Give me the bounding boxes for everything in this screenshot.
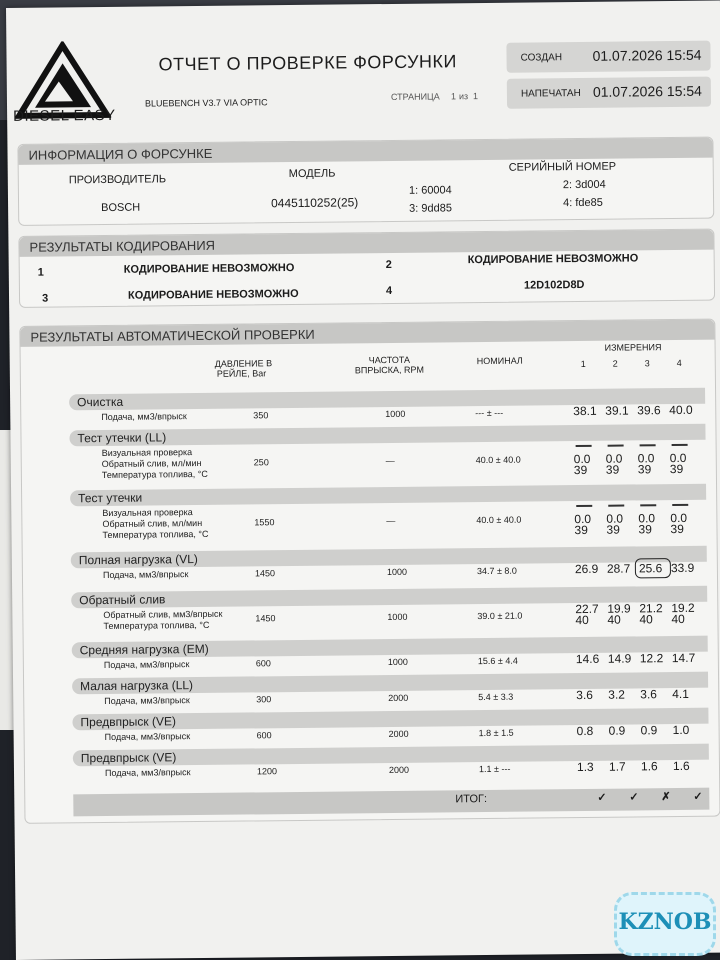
measurement-value: 26.9 [574, 561, 599, 577]
coding-value-3: КОДИРОВАНИЕ НЕВОЗМОЖНО [127, 287, 299, 302]
group-pressure: 300 [256, 694, 272, 705]
serial-1: 1: 60004 [408, 184, 452, 197]
group-nominal: 1.1 ± --- [478, 763, 511, 775]
measurement-value: 14.9 [607, 651, 632, 666]
measurement-value: 1.6 [640, 759, 658, 774]
created-label: СОЗДАН [520, 52, 563, 64]
measurement-value: 39.1 [605, 403, 629, 418]
group-name: Тест утечки (LL) [77, 430, 167, 446]
measure-num-3: 3 [644, 358, 650, 369]
measurement-value: 39 [574, 522, 588, 538]
measurement-value: 40 [671, 611, 685, 627]
param-label: Визуальная проверка [102, 507, 193, 519]
group-band [70, 484, 706, 507]
total-mark-2: ✓ [629, 791, 639, 804]
visual-check-dash [576, 445, 592, 447]
report-sheet [6, 1, 720, 960]
param-label: Температура топлива, °C [101, 468, 208, 481]
measurement-value: 22.7 [575, 601, 599, 617]
measurement-value: 0.0 [605, 451, 623, 466]
manufacturer-value: BOSCH [101, 201, 141, 215]
measurement-value: 38.1 [573, 403, 597, 419]
measurement-value: 14.7 [671, 650, 696, 666]
group-pressure: 1550 [254, 517, 275, 528]
param-label: Подача, мм3/впрыск [104, 731, 191, 743]
watermark-text: KZNOB [618, 909, 712, 935]
group-nominal: --- ± --- [475, 407, 504, 419]
report-title: ОТЧЕТ О ПРОВЕРКЕ ФОРСУНКИ [158, 51, 457, 75]
param-label: Визуальная проверка [101, 447, 193, 459]
measurement-value: 40.0 [669, 402, 693, 418]
visual-check-dash [672, 504, 688, 506]
coding-num-3: 3 [41, 292, 49, 305]
measurement-value: 25.6 [638, 561, 663, 576]
group-nominal: 5.4 ± 3.3 [478, 691, 514, 703]
total-band [73, 788, 709, 817]
col-pressure-line2: РЕЙЛЕ, Bar [216, 368, 267, 379]
measurement-value: 39 [606, 522, 620, 537]
visual-check-dash [608, 445, 624, 447]
param-label: Обратный слив, мм3/впрыск [103, 608, 223, 621]
col-measurements: ИЗМЕРЕНИЯ [604, 342, 662, 353]
measurement-value: 39 [573, 462, 588, 478]
measurement-value: 0.8 [576, 723, 594, 739]
coding-num-1: 1 [37, 266, 44, 279]
measurement-value: 4.1 [672, 686, 689, 702]
measurement-value: 39 [670, 521, 684, 537]
coding-section [18, 229, 715, 308]
group-name: Обратный слив [79, 592, 166, 608]
printed-box [507, 77, 711, 109]
measurement-value: 39.6 [637, 403, 661, 418]
col-pressure-line1: ДАВЛЕНИЕ В [214, 358, 273, 369]
measurement-value: 40 [639, 612, 653, 627]
measure-num-2: 2 [612, 358, 618, 369]
group-pressure: 1200 [256, 766, 278, 777]
page-number: 1 [450, 91, 457, 102]
measurement-value: 3.2 [608, 687, 625, 702]
group-freq: 1000 [387, 611, 408, 623]
param-label: Подача, мм3/впрыск [104, 767, 191, 779]
measurement-value: 1.0 [672, 722, 690, 738]
measurement-value: 0.9 [640, 723, 658, 738]
watermark-badge [614, 892, 716, 956]
param-label: Обратный слив, мл/мин [102, 517, 203, 530]
measurement-value: 40 [607, 612, 621, 627]
printed-label: НАПЕЧАТАН [520, 87, 581, 100]
measurement-value: 0.0 [670, 510, 688, 526]
measurement-value: 39 [669, 461, 684, 477]
group-pressure: 600 [255, 658, 271, 669]
model-value: 0445110252(25) [270, 195, 359, 211]
measurement-value: 0.0 [638, 511, 656, 526]
col-nominal: НОМИНАЛ [476, 355, 523, 367]
measurement-value: 14.6 [575, 651, 600, 667]
visual-check-dash [608, 505, 624, 507]
measurement-value: 3.6 [576, 687, 593, 703]
col-freq-line2: ВПРЫСКА, RPM [354, 364, 425, 376]
group-name: Предвпрыск (VE) [80, 714, 177, 730]
highlight-circle [635, 558, 671, 578]
group-freq: 2000 [388, 728, 409, 740]
measurement-value: 0.9 [608, 723, 626, 738]
measurement-value: 33.9 [670, 560, 695, 576]
page-separator: из [458, 91, 469, 102]
model-label: МОДЕЛЬ [288, 167, 336, 181]
total-mark-1: ✓ [597, 791, 607, 804]
serial-label: СЕРИЙНЫЙ НОМЕР [508, 160, 617, 174]
group-pressure: 1450 [254, 568, 276, 579]
coding-num-2: 2 [385, 258, 392, 272]
coding-value-2: КОДИРОВАНИЕ НЕВОЗМОЖНО [467, 252, 639, 267]
measurement-value: 0.0 [573, 451, 591, 467]
page-label: СТРАНИЦА [390, 91, 440, 102]
param-label: Обратный слив, мл/мин [101, 457, 202, 470]
measurement-value: 39 [637, 462, 652, 477]
created-box [506, 41, 710, 73]
software-version: BLUEBENCH V3.7 VIA OPTIC [144, 97, 268, 109]
measurement-value: 1.6 [672, 758, 690, 774]
measurement-value: 0.0 [606, 511, 624, 526]
injector-info-section [17, 137, 714, 226]
measurement-value: 12.2 [639, 651, 664, 666]
serial-2: 2: 3d004 [562, 178, 606, 192]
group-freq: — [386, 515, 396, 527]
group-pressure: 1450 [255, 613, 276, 624]
serial-3: 3: 9dd85 [409, 202, 453, 215]
auto-test-section [19, 319, 720, 824]
group-freq: 1000 [386, 566, 408, 578]
visual-check-dash [640, 444, 656, 446]
group-pressure: 250 [253, 457, 269, 468]
auto-test-title: РЕЗУЛЬТАТЫ АВТОМАТИЧЕСКОЙ ПРОВЕРКИ [30, 326, 315, 345]
measurement-value: 19.2 [671, 600, 695, 616]
total-mark-4: ✓ [693, 790, 703, 803]
measure-num-1: 1 [580, 358, 586, 370]
param-label: Подача, мм3/впрыск [101, 411, 187, 423]
measurement-value: 19.9 [607, 601, 631, 616]
measurement-value: 28.7 [606, 561, 631, 576]
measure-num-4: 4 [676, 357, 682, 368]
coding-value-1: КОДИРОВАНИЕ НЕВОЗМОЖНО [123, 261, 295, 276]
serial-4: 4: fde85 [563, 196, 603, 210]
measurement-value: 39 [605, 462, 620, 477]
coding-value-4: 12D102D8D [523, 278, 585, 292]
created-value: 01.07.2026 15:54 [592, 46, 702, 64]
measurement-value: 0.0 [669, 450, 687, 466]
group-name: Тест утечки [78, 490, 143, 506]
measurement-value: 40 [575, 612, 589, 628]
group-freq: 1000 [385, 408, 406, 420]
group-freq: — [385, 455, 395, 467]
col-freq-line1: ЧАСТОТА [368, 354, 411, 366]
page-total: 1 [472, 91, 479, 102]
param-label: Температура топлива, °C [102, 528, 209, 541]
total-label: ИТОГ: [455, 793, 488, 806]
group-nominal: 1.8 ± 1.5 [478, 727, 514, 739]
coding-num-4: 4 [385, 284, 393, 298]
visual-check-dash [672, 444, 688, 446]
printed-value: 01.07.2026 15:54 [592, 82, 702, 100]
group-name: Очистка [77, 394, 124, 410]
param-label: Подача, мм3/впрыск [104, 695, 190, 707]
measurement-value: 1.3 [576, 759, 594, 775]
group-nominal: 34.7 ± 8.0 [476, 565, 517, 577]
injector-info-title: ИНФОРМАЦИЯ О ФОРСУНКЕ [28, 145, 213, 163]
group-pressure: 350 [253, 410, 269, 421]
group-nominal: 40.0 ± 40.0 [475, 454, 521, 466]
group-nominal: 15.6 ± 4.4 [477, 655, 518, 667]
visual-check-dash [576, 505, 592, 507]
group-nominal: 39.0 ± 21.0 [477, 610, 523, 622]
param-label: Температура топлива, °C [103, 619, 210, 632]
group-nominal: 40.0 ± 40.0 [476, 514, 522, 526]
manufacturer-label: ПРОИЗВОДИТЕЛЬ [68, 173, 167, 187]
measurement-value: 1.7 [608, 759, 626, 774]
group-name: Полная нагрузка (VL) [78, 552, 198, 568]
measurement-value: 0.0 [574, 511, 592, 527]
brand-name: DIESEL EASY [13, 106, 116, 125]
measurement-value: 39 [638, 522, 652, 537]
group-pressure: 600 [256, 730, 272, 741]
group-freq: 2000 [388, 692, 409, 704]
group-name: Малая нагрузка (LL) [80, 678, 194, 694]
measurement-value: 0.0 [637, 451, 655, 466]
measurement-value: 21.2 [639, 601, 663, 616]
param-label: Подача, мм3/впрыск [103, 659, 190, 671]
measurement-value: 3.6 [640, 687, 657, 702]
param-label: Подача, мм3/впрыск [102, 569, 189, 581]
group-name: Средняя нагрузка (EM) [79, 641, 209, 658]
total-mark-3: ✗ [661, 791, 671, 804]
coding-title: РЕЗУЛЬТАТЫ КОДИРОВАНИЯ [29, 237, 216, 255]
group-freq: 1000 [387, 656, 408, 668]
group-freq: 2000 [388, 764, 410, 776]
visual-check-dash [640, 504, 656, 506]
group-name: Предвпрыск (VE) [80, 750, 177, 766]
